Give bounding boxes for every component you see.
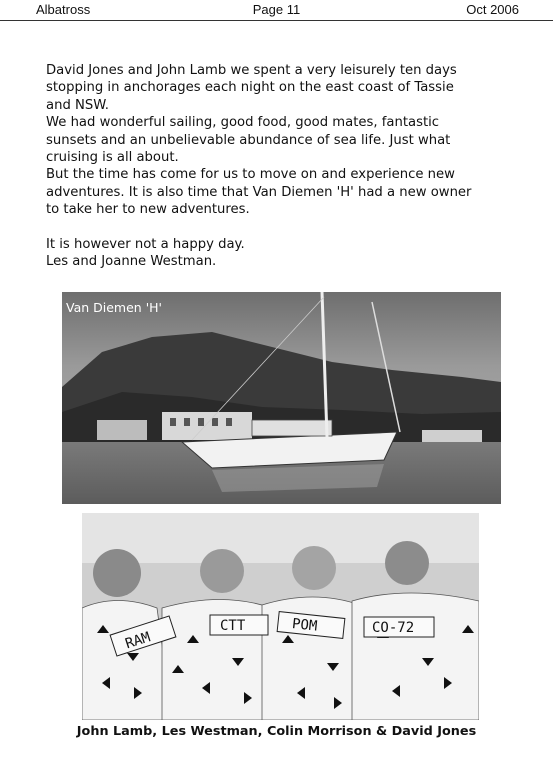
text-line: adventures. It is also time that Van Diemen 'H' had a new owner <box>46 184 472 200</box>
page-number: Page 11 <box>252 2 301 17</box>
text-line: David Jones and John Lamb we spent a very leisurely ten days <box>46 63 457 78</box>
issue-date: Oct 2006 <box>466 2 519 17</box>
text-line: Les and Joanne Westman. <box>46 254 217 270</box>
yacht-photo-image <box>62 292 501 504</box>
photo-label: Van Diemen 'H' <box>66 300 162 315</box>
crew-photo <box>82 513 479 720</box>
article-text <box>46 62 516 270</box>
shirt-label-4: CO-72 <box>372 620 415 636</box>
text-line: to take her to new adventures. <box>46 202 250 218</box>
photo-caption: John Lamb, Les Westman, Colin Morrison & David Jones <box>76 724 477 739</box>
shirt-label-1: RAM <box>123 629 153 653</box>
publication-name: Albatross <box>36 2 91 17</box>
text-line: cruising is all about. <box>46 150 179 166</box>
shirt-label-2: CTT <box>220 618 246 634</box>
text-line: We had wonderful sailing, good food, good mates, fantastic <box>46 115 440 131</box>
shirt-label-3: POM <box>291 616 318 635</box>
page-header <box>0 0 553 21</box>
text-line: stopping in anchorages each night on the east coast of Tassie <box>46 80 454 96</box>
text-line: and NSW. <box>46 97 109 113</box>
crew-photo-image <box>82 513 479 720</box>
text-line: sunsets and an unbelievable abundance of sea life. Just what <box>46 132 451 148</box>
text-line: But the time has come for us to move on and experience new <box>46 167 455 183</box>
text-line: It is however not a happy day. <box>46 236 245 252</box>
yacht-photo <box>62 292 501 504</box>
